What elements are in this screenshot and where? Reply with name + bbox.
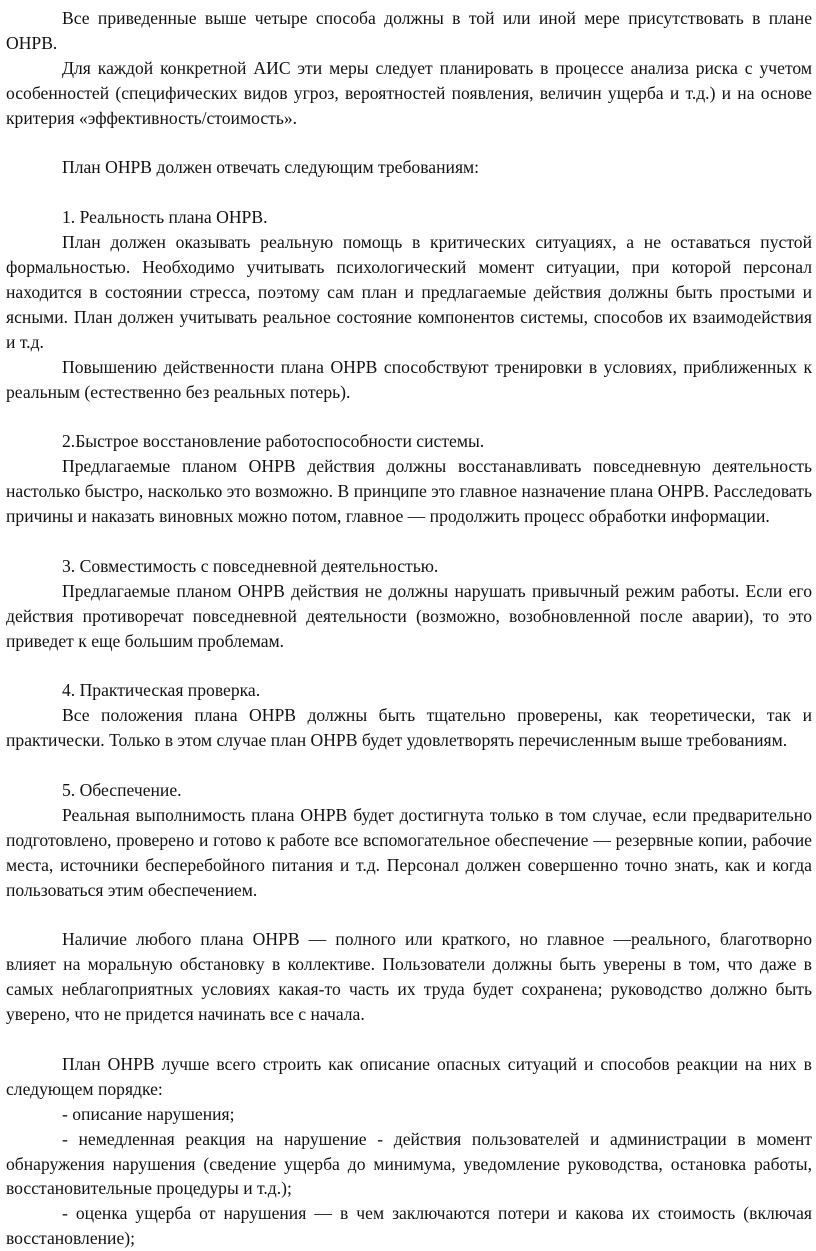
requirement-1-heading: 1. Реальность плана ОНРВ. xyxy=(62,207,268,228)
requirement-4-heading: 4. Практическая проверка. xyxy=(62,680,261,701)
requirement-3-heading: 3. Совместимость с повседневной деятельностью. xyxy=(62,555,439,576)
requirement-5-paragraph-1: Реальная выполнимость плана ОНРВ будет достигнута только в том случае, если предварительно подготовлено, проверено и готово к работе все вспомогательное обеспечение — резервные копии, рабочие места, источники бесперебойного питания и т.д. Персонал должен совершенно точно знать, как и когда пользоваться этим обеспечением. xyxy=(6,804,812,900)
intro-paragraph-1: Все приведенные выше четыре способа должны в той или иной мере присутствовать в плане ОНРВ. xyxy=(6,8,812,53)
requirement-1-paragraph-2: Повышению действенности плана ОНРВ способствуют тренировки в условиях, приближенных к реальным (естественно без реальных потерь). xyxy=(6,356,812,402)
document-page xyxy=(6,6,812,1251)
requirement-2-heading: 2.Быстрое восстановление работоспособности системы. xyxy=(62,431,485,452)
requirement-4-paragraph-1: Все положения плана ОНРВ должны быть тщательно проверены, как теоретически, так и практически. Только в этом случае план ОНРВ будет удовлетворять перечисленным выше требованиям. xyxy=(6,705,812,751)
requirement-2-paragraph-1: Предлагаемые планом ОНРВ действия должны восстанавливать повседневную деятельность настолько быстро, насколько это возможно. В принципе это главное назначение плана ОНРВ. Расследовать причины и наказать виновных можно потом, главное — продолжить процесс обработки информации. xyxy=(6,456,812,527)
morale-paragraph: Наличие любого плана ОНРВ — полного или краткого, но главное —реального, благотворно влияет на моральную обстановку в коллективе. Пользователи должны быть уверены в том, что даже в самых неблагоприятных условиях какая-то часть их труда будет сохранена; руководство должно быть уверено, что не придется начинать все с начала. xyxy=(6,929,812,1025)
requirement-1-paragraph-1: План должен оказывать реальную помощь в критических ситуациях, а не оставаться пустой формальностью. Необходимо учитывать психологический момент ситуации, при которой персонал находится в состоянии стресса, поэтому сам план и предлагаемые действия должны быть простыми и ясными. План должен учитывать реальное состояние компонентов системы, способов их взаимодействия и т.д. xyxy=(6,232,812,352)
structure-item-1: - описание нарушения; xyxy=(62,1103,235,1124)
requirement-5-heading: 5. Обеспечение. xyxy=(62,780,182,800)
structure-lead: План ОНРВ лучше всего строить как описание опасных ситуаций и способов реакции на них в следующем порядке: xyxy=(6,1053,812,1099)
intro-paragraph-2: Для каждой конкретной АИС эти меры следует планировать в процессе анализа риска с учетом особенностей (специфических видов угроз, вероятностей появления, величин ущерба и т.д.) и на основе критерия «эффективность/стоимость». xyxy=(6,57,812,128)
requirements-lead: План ОНРВ должен отвечать следующим требованиям: xyxy=(62,157,480,178)
structure-item-2: - немедленная реакция на нарушение - действия пользователей и администрации в момент обнаружения нарушения (сведение ущерба до минимума, уведомление руководства, остановка работы, восстановительные процедуры и т.д.); xyxy=(6,1128,812,1199)
requirement-3-paragraph-1: Предлагаемые планом ОНРВ действия не должны нарушать привычный режим работы. Если его действия противоречат повседневной деятельности (возможно, возобновленной после аварии), то это приведет к еще большим проблемам. xyxy=(6,580,812,651)
structure-item-3: - оценка ущерба от нарушения — в чем заключаются потери и какова их стоимость (включая восстановление); xyxy=(6,1203,812,1249)
